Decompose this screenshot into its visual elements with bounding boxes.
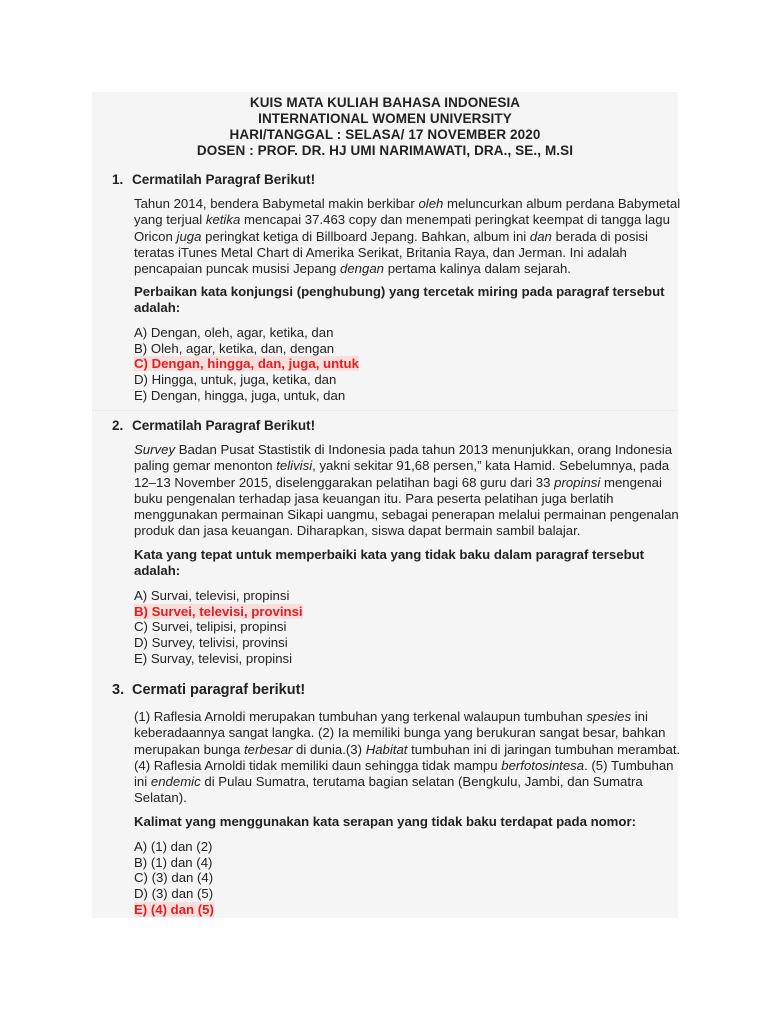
divider: [92, 410, 678, 411]
question-2-title: 2. Cermatilah Paragraf Berikut!: [112, 418, 316, 433]
question-2-options: [134, 588, 303, 667]
option-d[interactable]: D) Hingga, untuk, juga, ketika, dan: [134, 372, 337, 388]
option-c-correct[interactable]: C) Dengan, hingga, dan, juga, untuk: [134, 356, 359, 372]
header-university: INTERNATIONAL WOMEN UNIVERSITY: [258, 111, 512, 126]
option-c[interactable]: C) Survei, telipisi, propinsi: [134, 619, 287, 635]
option-a[interactable]: A) Dengan, oleh, agar, ketika, dan: [134, 325, 334, 340]
option-d[interactable]: D) (3) dan (5): [134, 886, 214, 902]
option-a[interactable]: A) (1) dan (2): [134, 839, 213, 854]
option-b[interactable]: B) Oleh, agar, ketika, dan, dengan: [134, 340, 335, 356]
option-b[interactable]: B) (1) dan (4): [134, 854, 213, 870]
question-1-title: 1. Cermatilah Paragraf Berikut!: [112, 172, 316, 187]
header-date: HARI/TANGGAL : SELASA/ 17 NOVEMBER 2020: [229, 127, 541, 142]
question-3-title: 3. Cermati paragraf berikut!: [112, 682, 306, 698]
option-a[interactable]: A) Survai, televisi, propinsi: [134, 588, 290, 603]
document-header: [92, 95, 678, 159]
option-e[interactable]: E) Dengan, hingga, juga, untuk, dan: [134, 387, 346, 403]
option-d[interactable]: D) Survey, telivisi, provinsi: [134, 635, 288, 651]
question-2-paragraph: Survey Badan Pusat Stastistik di Indonesia pada tahun 2013 menunjukkan, orang Indonesia paling gemar menonton telivisi, yakni sekitar 91,68 persen,” kata Hamid. Sebelumnya, pada 12–13 November 2015, diselenggarakan pelatihan bagi 68 guru dari 33 propinsi mengenai buku pengenalan terhadap jasa keuangan itu. Para peserta pelatihan juga berlatih menggunakan permainan Sikapi uangmu, sebagai penerapan melalui permainan pengenalan produk dan jasa keuangan. Diharapkan, siswa dapat bermain sambil balajar.: [134, 442, 679, 539]
question-3-prompt: Kalimat yang menggunakan kata serapan yang tidak baku terdapat pada nomor:: [134, 814, 636, 829]
question-1-options: [134, 325, 359, 404]
option-e[interactable]: E) Survay, televisi, propinsi: [134, 650, 293, 666]
option-b-correct[interactable]: B) Survei, televisi, provinsi: [134, 603, 303, 619]
question-2-prompt: Kata yang tepat untuk memperbaiki kata yang tidak baku dalam paragraf tersebut adalah:: [134, 547, 645, 578]
option-e-correct[interactable]: E) (4) dan (5): [134, 901, 214, 917]
question-1-prompt: Perbaikan kata konjungsi (penghubung) yang tercetak miring pada paragraf tersebut adalah:: [134, 284, 665, 315]
header-lecturer: DOSEN : PROF. DR. HJ UMI NARIMAWATI, DRA., SE., M.SI: [196, 143, 574, 158]
header-course: KUIS MATA KULIAH BAHASA INDONESIA: [249, 95, 521, 110]
question-3-options: [134, 839, 214, 918]
document-page: [92, 92, 681, 918]
question-3-paragraph: (1) Raflesia Arnoldi merupakan tumbuhan yang terkenal walaupun tumbuhan spesies ini keberadaannya sangat langka. (2) Ia memiliki bunga yang berukuran sangat besar, bahkan merupakan bunga terbesar di dunia.(3) Habitat tumbuhan ini di jaringan tumbuhan merambat. (4) Raflesia Arnoldi tidak memiliki daun sehingga tidak mampu berfotosintesa. (5) Tumbuhan ini endemic di Pulau Sumatra, terutama bagian selatan (Bengkulu, Jambi, dan Sumatra Selatan).: [134, 709, 681, 806]
option-c[interactable]: C) (3) dan (4): [134, 870, 214, 886]
question-1-paragraph: Tahun 2014, bendera Babymetal makin berkibar oleh meluncurkan album perdana Babymetal yang terjual ketika mencapai 37.463 copy dan menempati peringkat keempat di tangga lagu Oricon juga peringkat ketiga di Billboard Jepang. Bahkan, album ini dan berada di posisi teratas iTunes Metal Chart di Amerika Serikat, Britania Raya, dan Jerman. Ini adalah pencapaian puncak musisi Jepang dengan pertama kalinya dalam sejarah.: [134, 196, 681, 277]
